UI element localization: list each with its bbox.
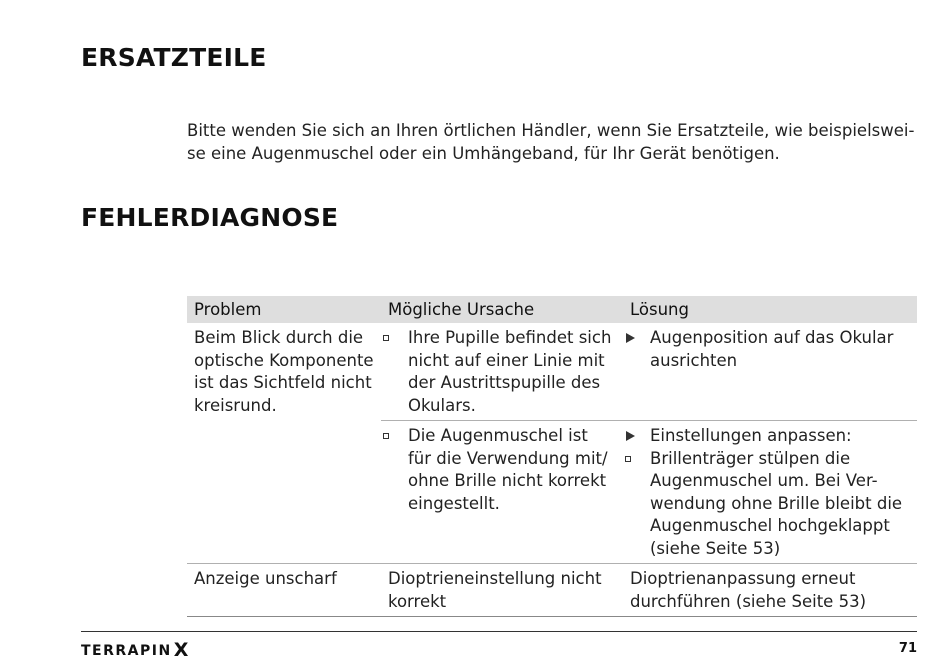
square-bullet-icon [625,456,631,462]
brand-x-mark: X [173,639,189,661]
problem-cell: Beim Blick durch die optische Komponente ist das Sichtfeld nicht kreisrund. [187,323,381,564]
section-title-ersatzteile: ERSATZTEILE [81,43,267,72]
troubleshooting-table [187,296,917,617]
brand-name: TERRAPIN [81,643,172,659]
table-header-row [187,296,917,323]
cause-cell [381,421,623,564]
brand-logo [81,640,188,660]
header-cause: Mögliche Ursache [381,296,623,323]
triangle-bullet-icon [626,333,635,343]
solution-text: Augenposition auf das Okular ausrichten [650,328,894,370]
cause-cell: Dioptrieneinstellung nicht korrekt [381,564,623,617]
solution-text: Einstellungen anpassen: [650,426,852,445]
square-bullet-icon [383,335,389,341]
footer-divider [81,631,917,632]
cause-text: Ihre Pupille befindet sich nicht auf einer Linie mit der Austrittspupille des Okulars. [408,328,612,415]
solution-subtext: Brillenträger stülpen die Augenmuschel um. Bei Ver-wendung ohne Brille bleibt die Augenmuschel hochgeklappt (siehe Seite 53) [650,448,903,558]
solution-cell [623,323,917,421]
page-number: 71 [898,641,917,656]
solution-cell [623,421,917,564]
triangle-bullet-icon [626,431,635,441]
header-problem: Problem [187,296,381,323]
square-bullet-icon [383,433,389,439]
table-row [187,323,917,421]
cause-cell [381,323,623,421]
table-row [187,564,917,617]
ersatzteile-paragraph: Bitte wenden Sie sich an Ihren örtlichen Händler, wenn Sie Ersatzteile, wie beispielswei-se eine Augenmuschel oder ein Umhängeband, für Ihr Gerät benötigen. [187,121,915,163]
solution-cell: Dioptrienanpassung erneut durchführen (siehe Seite 53) [623,564,917,617]
cause-text: Die Augenmuschel ist für die Verwendung mit/ ohne Brille nicht korrekt eingestellt. [408,426,608,513]
header-solution: Lösung [623,296,917,323]
section-title-fehlerdiagnose: FEHLERDIAGNOSE [81,203,339,232]
problem-cell: Anzeige unscharf [187,564,381,617]
